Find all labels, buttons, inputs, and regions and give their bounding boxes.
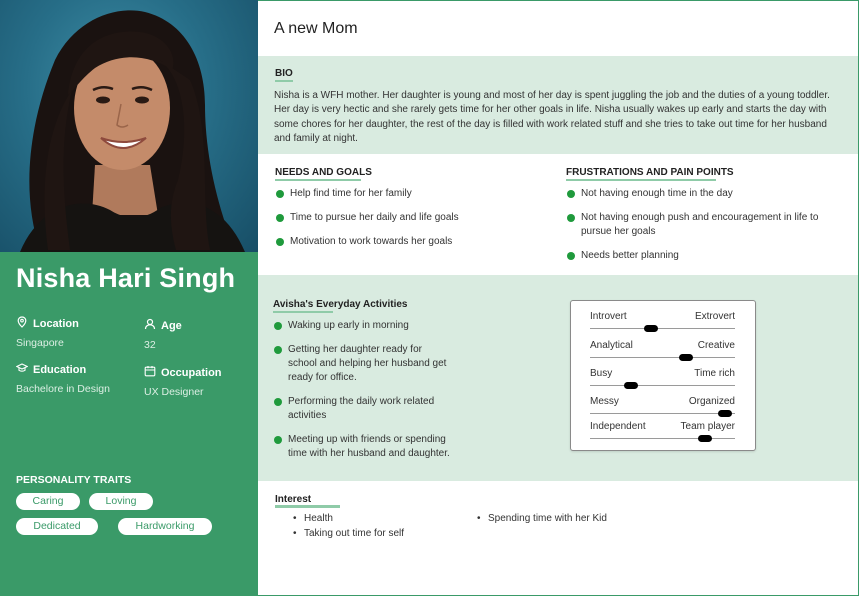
activities-heading: Avisha's Everyday Activities [273,299,408,310]
trait-pill: Dedicated [16,518,98,535]
list-item: Meeting up with friends or spending time with her husband and daughter. [273,433,453,461]
occupation-block [144,365,222,398]
graduation-cap-icon [16,362,28,377]
scale-right-label: Team player [680,421,735,432]
scale-marker [679,354,693,361]
list-item: • Health [293,511,463,526]
list-item: Not having enough time in the day [566,187,838,201]
scale-right-label: Extrovert [694,311,735,322]
scale-left-label: Analytical [590,340,633,351]
scale-track [590,385,735,386]
scale-left-label: Introvert [590,311,627,322]
frustrations-heading: FRUSTRATIONS AND PAIN POINTS [566,167,734,178]
needs-list [275,187,535,249]
education-block [16,362,110,395]
trait-pill: Loving [89,493,153,510]
occupation-value: UX Designer [144,386,204,398]
trait-pill: Caring [16,493,80,510]
list-item: Motivation to work towards her goals [275,235,535,249]
scale-right-label: Creative [697,340,735,351]
location-label: Location [33,317,79,330]
list-item: Help find time for her family [275,187,535,201]
location-pin-icon [16,316,28,331]
list-item: Needs better planning [566,249,838,263]
interest-list-1 [293,511,463,541]
bio-text: Nisha is a WFH mother. Her daughter is young and most of her day is spent juggling the job and the duties of a young toddler. Her day is very hectic and she rarely gets time for her other goals in life. Nisha usually wakes up early and starts the day with some chores for her daughter, the rest of the day is filled with work related stuff and she tries to take out time for her husband and family at night. [274,90,830,145]
scale-track [590,328,735,329]
scale-marker [718,410,732,417]
interest-heading: Interest [275,494,311,505]
list-item: • Spending time with her Kid [477,511,657,526]
trait-pill: Hardworking [118,518,212,535]
scale-marker [624,382,638,389]
scale-left-label: Messy [590,396,619,407]
scale-left-label: Busy [590,368,613,379]
persona-details [258,0,859,596]
scale-left-label: Independent [590,421,646,432]
scale-track [590,438,735,439]
personality-traits-title: PERSONALITY TRAITS [16,474,132,486]
age-block [144,318,182,351]
bio-heading: BIO [275,68,293,79]
activities-list [273,319,453,461]
scale-right-label: Organized [688,396,735,407]
scale-marker [644,325,658,332]
list-item: • Taking out time for self [293,526,463,541]
list-item: Not having enough push and encouragement in life to pursue her goals [566,211,838,239]
profile-photo [0,0,258,252]
list-item: Time to pursue her daily and life goals [275,211,535,225]
scale-track [590,413,735,414]
calendar-icon [144,365,156,380]
interest-list-2 [477,511,657,526]
scale-right-label: Time rich [694,368,735,379]
age-label: Age [161,319,182,332]
user-icon [144,318,156,333]
scale-marker [698,435,712,442]
age-value: 32 [144,339,156,351]
education-label: Education [33,363,87,376]
occupation-label: Occupation [161,366,222,379]
persona-name: Nisha Hari Singh [16,263,236,293]
profile-sidebar [0,0,258,596]
frustrations-list [566,187,838,263]
education-value: Bachelore in Design [16,383,110,395]
needs-heading: NEEDS AND GOALS [275,167,372,178]
scale-track [590,357,735,358]
personality-scales [570,300,756,451]
list-item: Getting her daughter ready for school and helping her husband get ready for office. [273,343,453,385]
location-block [16,316,79,349]
persona-title: A new Mom [274,20,358,37]
list-item: Waking up early in morning [273,319,453,333]
location-value: Singapore [16,337,64,349]
list-item: Performing the daily work related activities [273,395,453,423]
